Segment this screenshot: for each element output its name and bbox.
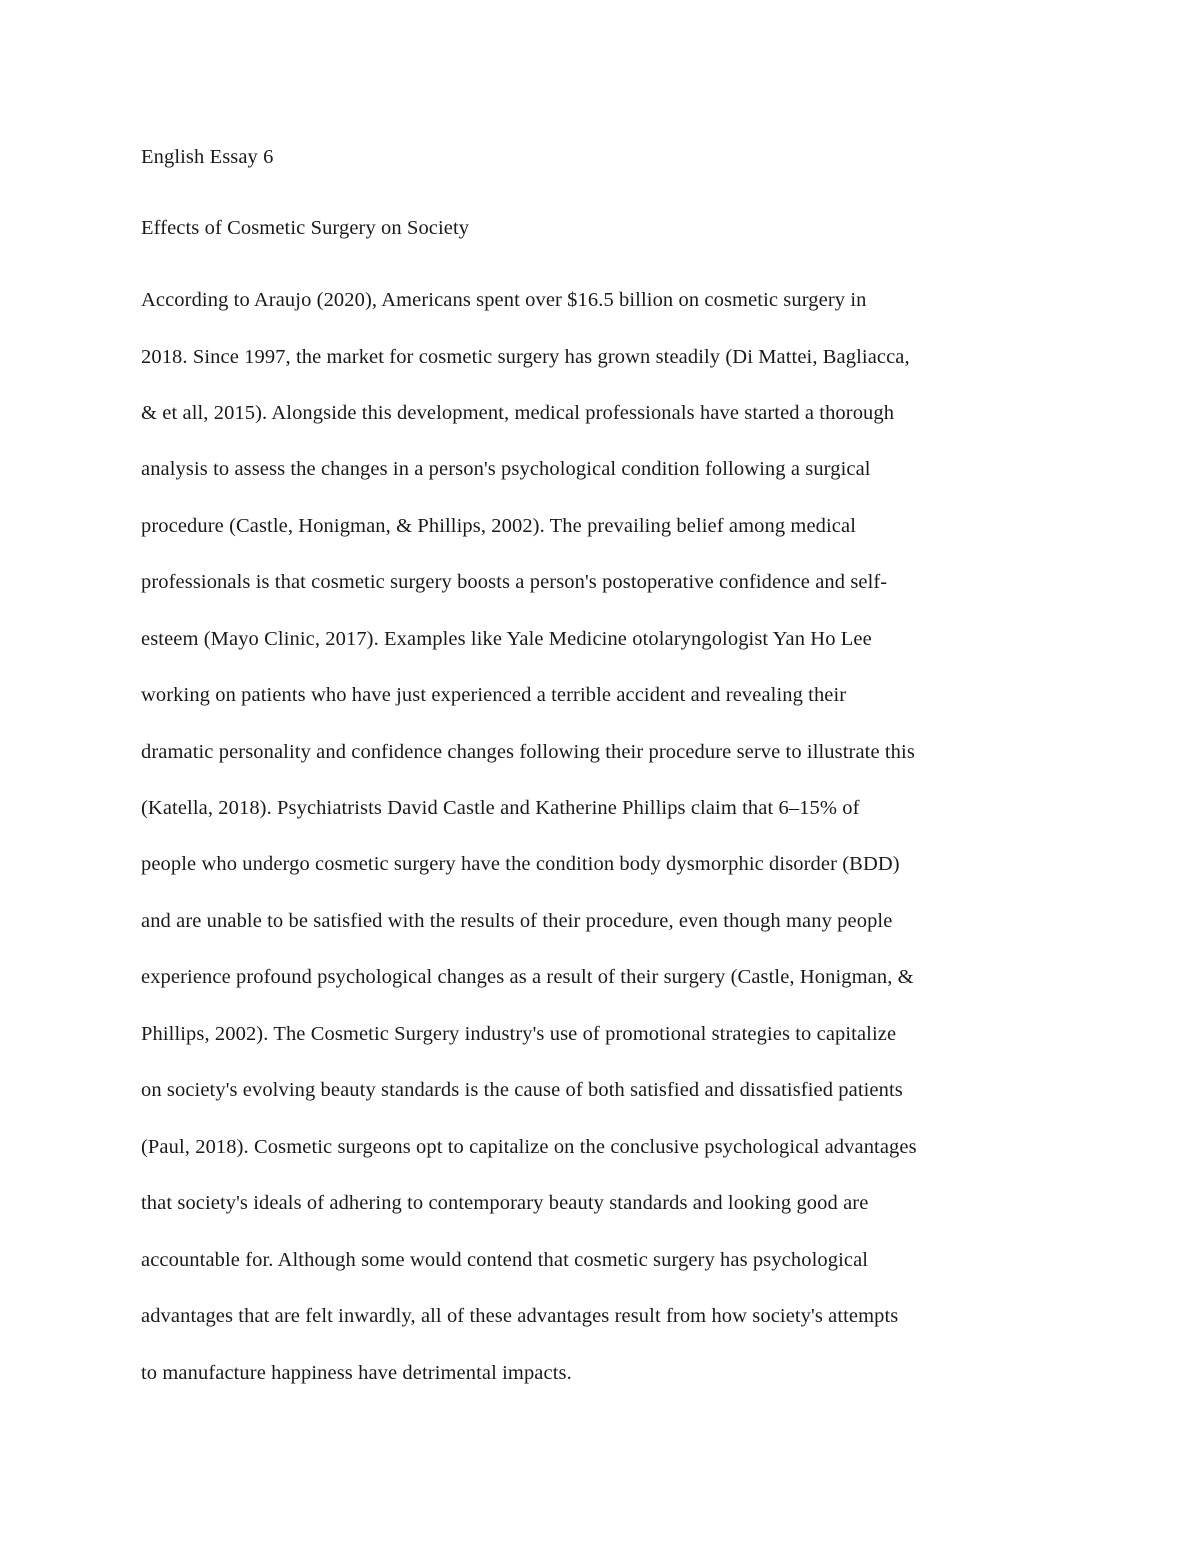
body-line: (Katella, 2018). Psychiatrists David Castle and Katherine Phillips claim that 6–15% of [141, 797, 860, 819]
body-line: advantages that are felt inwardly, all of these advantages result from how society's attempts [141, 1305, 899, 1327]
body-line: on society's evolving beauty standards is the cause of both satisfied and dissatisfied patients [141, 1079, 903, 1101]
body-line: analysis to assess the changes in a person's psychological condition following a surgical [141, 458, 871, 480]
essay-heading: English Essay 6 [141, 146, 274, 168]
body-line: 2018. Since 1997, the market for cosmetic surgery has grown steadily (Di Mattei, Bagliacca, [141, 346, 910, 368]
body-line: accountable for. Although some would contend that cosmetic surgery has psychological [141, 1249, 869, 1271]
body-line: to manufacture happiness have detrimental impacts. [141, 1362, 572, 1384]
essay-title: Effects of Cosmetic Surgery on Society [141, 217, 470, 239]
body-line: working on patients who have just experienced a terrible accident and revealing their [141, 684, 847, 706]
body-line: procedure (Castle, Honigman, & Phillips, 2002). The prevailing belief among medical [141, 515, 856, 537]
body-line: experience profound psychological changes as a result of their surgery (Castle, Honigman, & [141, 966, 914, 988]
body-line: According to Araujo (2020), Americans spent over $16.5 billion on cosmetic surgery in [141, 289, 867, 311]
body-line: people who undergo cosmetic surgery have the condition body dysmorphic disorder (BDD) [141, 853, 900, 875]
body-line: esteem (Mayo Clinic, 2017). Examples like Yale Medicine otolaryngologist Yan Ho Lee [141, 628, 872, 650]
body-line: and are unable to be satisfied with the results of their procedure, even though many people [141, 910, 893, 932]
body-line: professionals is that cosmetic surgery boosts a person's postoperative confidence and self- [141, 571, 888, 593]
body-line: & et all, 2015). Alongside this development, medical professionals have started a thorough [141, 402, 895, 424]
body-line: that society's ideals of adhering to contemporary beauty standards and looking good are [141, 1192, 869, 1214]
body-line: dramatic personality and confidence changes following their procedure serve to illustrate this [141, 741, 915, 763]
body-line: Phillips, 2002). The Cosmetic Surgery industry's use of promotional strategies to capitalize [141, 1023, 897, 1045]
body-line: (Paul, 2018). Cosmetic surgeons opt to capitalize on the conclusive psychological advantages [141, 1136, 917, 1158]
